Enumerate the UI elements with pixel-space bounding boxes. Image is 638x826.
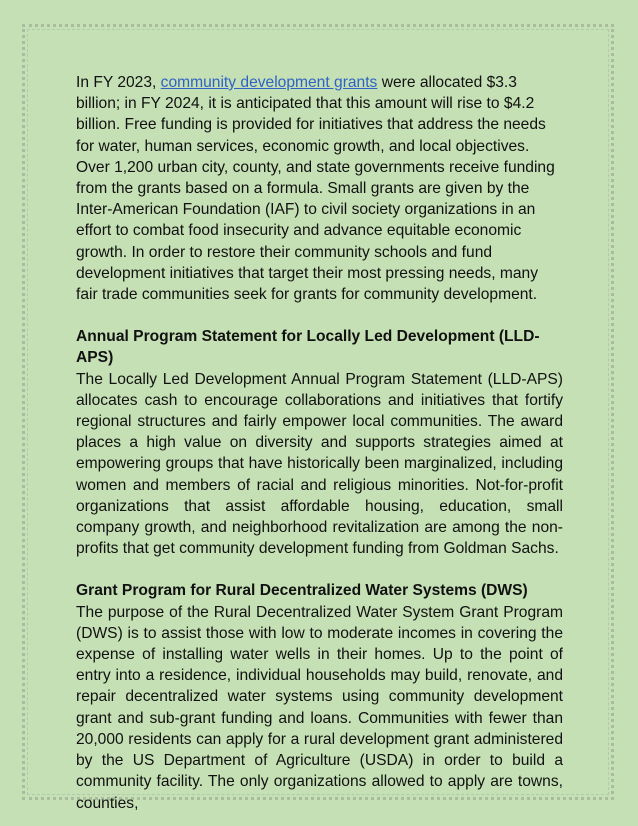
intro-paragraph (76, 72, 563, 305)
document-content (76, 72, 563, 814)
intro-prefix: In FY 2023, (76, 74, 161, 91)
community-development-grants-link[interactable]: community development grants (160, 74, 378, 91)
section-heading-dws: Grant Program for Rural Decentralized Water Systems (DWS) (76, 582, 528, 600)
section-body-dws: The purpose of the Rural Decentralized Water System Grant Program (DWS) is to assist those with low to moderate incomes in covering the expense of installing water wells in their homes. Up to the point of entry into a residence, individual households may build, renovate, and repair decentralized water systems using community development grant and sub-grant funding and loans. Communities with fewer than 20,000 residents can apply for a rural development grant administered by the US Department of Agriculture (USDA) in order to build a community facility. The only organizations allowed to apply are towns, counties, (76, 603, 563, 812)
section-heading-lld-aps: Annual Program Statement for Locally Led Development (LLD-APS) (76, 328, 540, 367)
paragraph-gap (76, 305, 563, 326)
intro-suffix: were allocated $3.3 billion; in FY 2024, it is anticipated that this amount will rise to $4.2 billion. Free funding is provided for initiatives that address the needs for water, human services, economic growth, and local objectives. Over 1,200 urban city, county, and state governments receive funding from the grants based on a formula. Small grants are given by the Inter-American Foundation (IAF) to civil society organizations in an effort to combat food insecurity and advance equitable economic growth. In order to restore their community schools and fund development initiatives that target their most pressing needs, many fair trade communities seek for grants for community development. (76, 74, 555, 304)
section-body-lld-aps: The Locally Led Development Annual Program Statement (LLD-APS) allocates cash to encourage collaborations and initiatives that fortify regional structures and fairly empower local communities. The award places a high value on diversity and supports strategies aimed at empowering groups that have historically been marginalized, including women and members of racial and religious minorities. Not-for-profit organizations that assist affordable housing, education, small company growth, and neighborhood revitalization are among the non-profits that get community development funding from Goldman Sachs. (76, 370, 563, 558)
paragraph-gap (76, 559, 563, 580)
